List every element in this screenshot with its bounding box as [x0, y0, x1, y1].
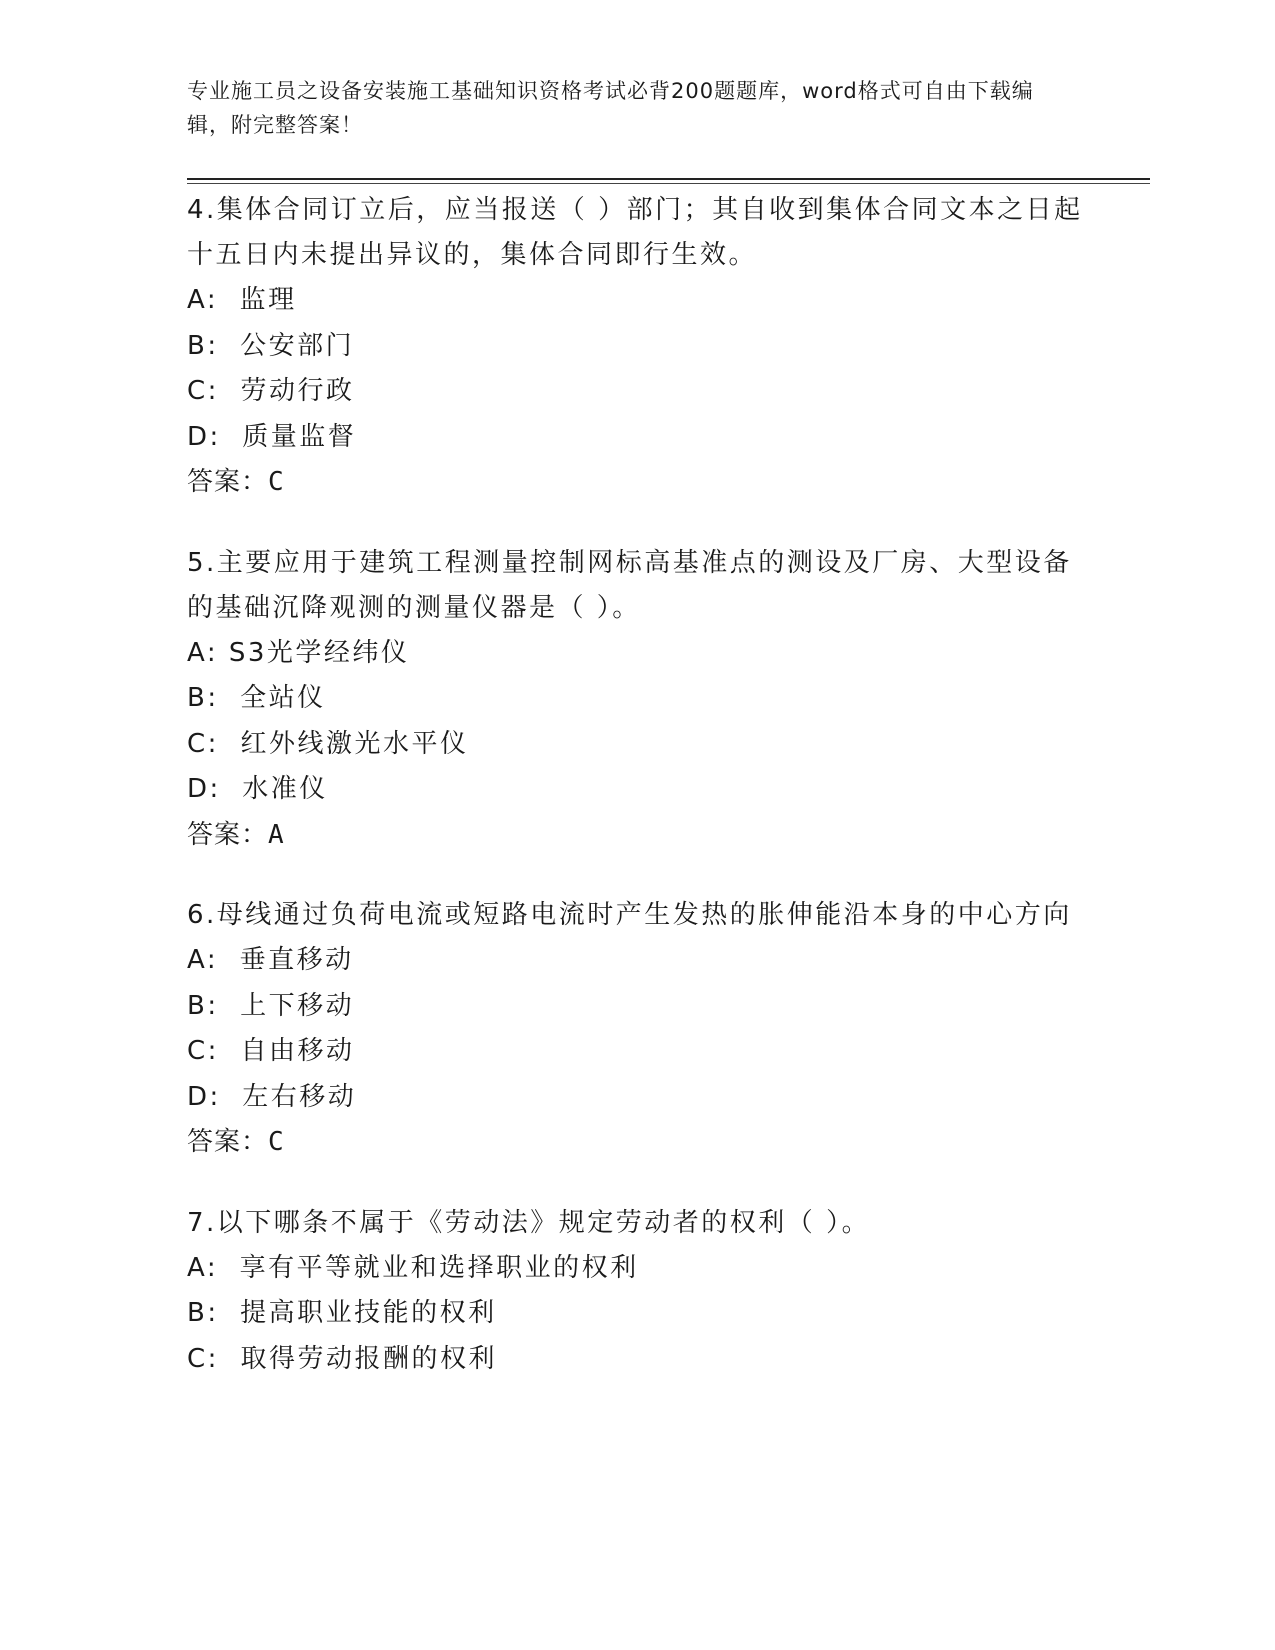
- option-c: C: 取得劳动报酬的权利: [187, 1343, 497, 1374]
- option-a: A: 垂直移动: [187, 945, 354, 975]
- option-b: B: 提高职业技能的权利: [187, 1298, 497, 1328]
- option-d: D: 左右移动: [187, 1081, 357, 1112]
- question-list: [187, 188, 1087, 1417]
- answer-label: 答案：: [187, 467, 269, 497]
- header-divider-thin: [187, 183, 1150, 184]
- option-d: D: 水准仪: [187, 774, 328, 804]
- answer-value: C: [268, 467, 285, 497]
- question-stem: 4.集体合同订立后，应当报送（ ）部门；其自收到集体合同文本之日起十五日内未提出异议的，集体合同即行生效。: [187, 195, 1083, 270]
- question-stem: 6.母线通过负荷电流或短路电流时产生发热的胀伸能沿本身的中心方向: [187, 900, 1072, 930]
- question-7: [187, 1201, 1087, 1383]
- question-stem: 5.主要应用于建筑工程测量控制网标高基准点的测设及厂房、大型设备的基础沉降观测的测量仪器是（ ）。: [187, 547, 1072, 623]
- answer-label: 答案：: [187, 819, 269, 850]
- option-b: B: 上下移动: [187, 990, 355, 1021]
- question-4: [187, 188, 1087, 506]
- answer-line: [187, 460, 1087, 506]
- option-a: A: 享有平等就业和选择职业的权利: [187, 1252, 639, 1283]
- answer-label: 答案：: [187, 1127, 269, 1157]
- option-a: A: 监理: [187, 285, 297, 315]
- question-5: [187, 541, 1087, 859]
- answer-line: [187, 813, 1087, 859]
- option-b: B: 公安部门: [187, 330, 355, 361]
- question-stem: 7.以下哪条不属于《劳动法》规定劳动者的权利（ ）。: [187, 1207, 871, 1238]
- answer-value: A: [268, 819, 285, 850]
- answer-value: C: [268, 1127, 285, 1157]
- document-header: 专业施工员之设备安装施工基础知识资格考试必背200题题库，word格式可自由下载编辑，附完整答案！: [187, 79, 1034, 137]
- question-6: [187, 893, 1087, 1166]
- option-d: D: 质量监督: [187, 421, 357, 452]
- option-c: C: 劳动行政: [187, 376, 355, 406]
- header-divider-thick: [187, 178, 1150, 180]
- option-c: C: 自由移动: [187, 1036, 355, 1066]
- option-a: A: S3光学经纬仪: [187, 637, 410, 668]
- option-b: B: 全站仪: [187, 683, 326, 713]
- answer-line: [187, 1120, 1087, 1166]
- option-c: C: 红外线激光水平仪: [187, 728, 469, 759]
